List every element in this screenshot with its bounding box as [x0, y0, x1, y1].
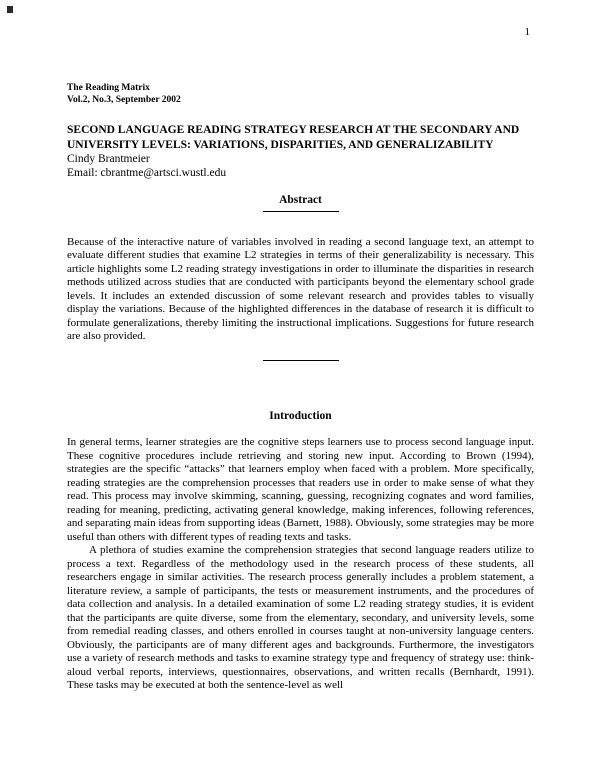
corner-artifact: [7, 6, 13, 13]
introduction-paragraph-1: In general terms, learner strategies are the cognitive steps learners use to process second language input. These cognitive procedures include retrieving and storing new input. According to Brown (1994), strategies are the specific “attacks” that learners employ when faced with a problem. More specifically, reading strategies are the comprehension processes that readers use in order to make sense of what they read. This process may involve skimming, scanning, guessing, recognizing cognates and word families, reading for meaning, predicting, activating general knowledge, making inferences, following references, and separating main ideas from supporting ideas (Barnett, 1988). Obviously, some strategies may be more useful than others with different types of reading texts and tasks.: [67, 436, 534, 543]
introduction-heading: Introduction: [269, 409, 332, 422]
author-email: Email: cbrantme@artsci.wustl.edu: [67, 166, 227, 179]
introduction-paragraph-2: A plethora of studies examine the comprehension strategies that second language readers utilize to process a text. Regardless of the methodology used in the research process of these students, all researchers engage in similar activities. The research process generally includes a problem statement, a literature review, a sample of participants, the tests or measurement instruments, and the procedures of data collection and analysis. In a detailed examination of some L2 reading strategy studies, it is evident that the participants are quite diverse, some from the elementary, secondary, and university levels, some from remedial reading classes, and others enrolled in courses taught at non-university language centers. Obviously, the participants are of many different ages and backgrounds. Furthermore, the investigators use a variety of research methods and tasks to examine strategy type and frequency of strategy use: think-aloud verbal reports, interviews, questionnaires, observations, and written recalls (Bernhardt, 1991). These tasks may be executed at both the sentence-level as well: [67, 544, 534, 691]
journal-issue: Vol.2, No.3, September 2002: [67, 95, 181, 105]
abstract-heading: Abstract: [279, 194, 322, 206]
journal-name: The Reading Matrix: [67, 83, 150, 93]
journal-header: [67, 82, 534, 106]
section-divider-rule: [263, 360, 339, 361]
page-number: 1: [524, 26, 530, 38]
abstract-heading-rule: [263, 211, 339, 212]
author-name: Cindy Brantmeier: [67, 153, 150, 165]
abstract-text: Because of the interactive nature of variables involved in reading a second language text, an attempt to evaluate different studies that examine L2 strategies in terms of their generalizability is necessary. This article highlights some L2 reading strategy investigations in order to illuminate the disparities in research methods utilized across studies that are conducted with participants beyond the elementary school grade levels. It includes an extended discussion of some relevant research and provides tables to visually display the variations. Because of the highlighted differences in the database of research it is difficult to formulate generalizations, thereby limiting the instructional implications. Suggestions for future research are also provided.: [67, 235, 534, 342]
paper-title: SECOND LANGUAGE READING STRATEGY RESEARCH AT THE SECONDARY AND UNIVERSITY LEVELS: VARIATIONS, DISPARITIES, AND GENERALIZABILITY: [67, 124, 520, 151]
page-content: [67, 82, 534, 693]
